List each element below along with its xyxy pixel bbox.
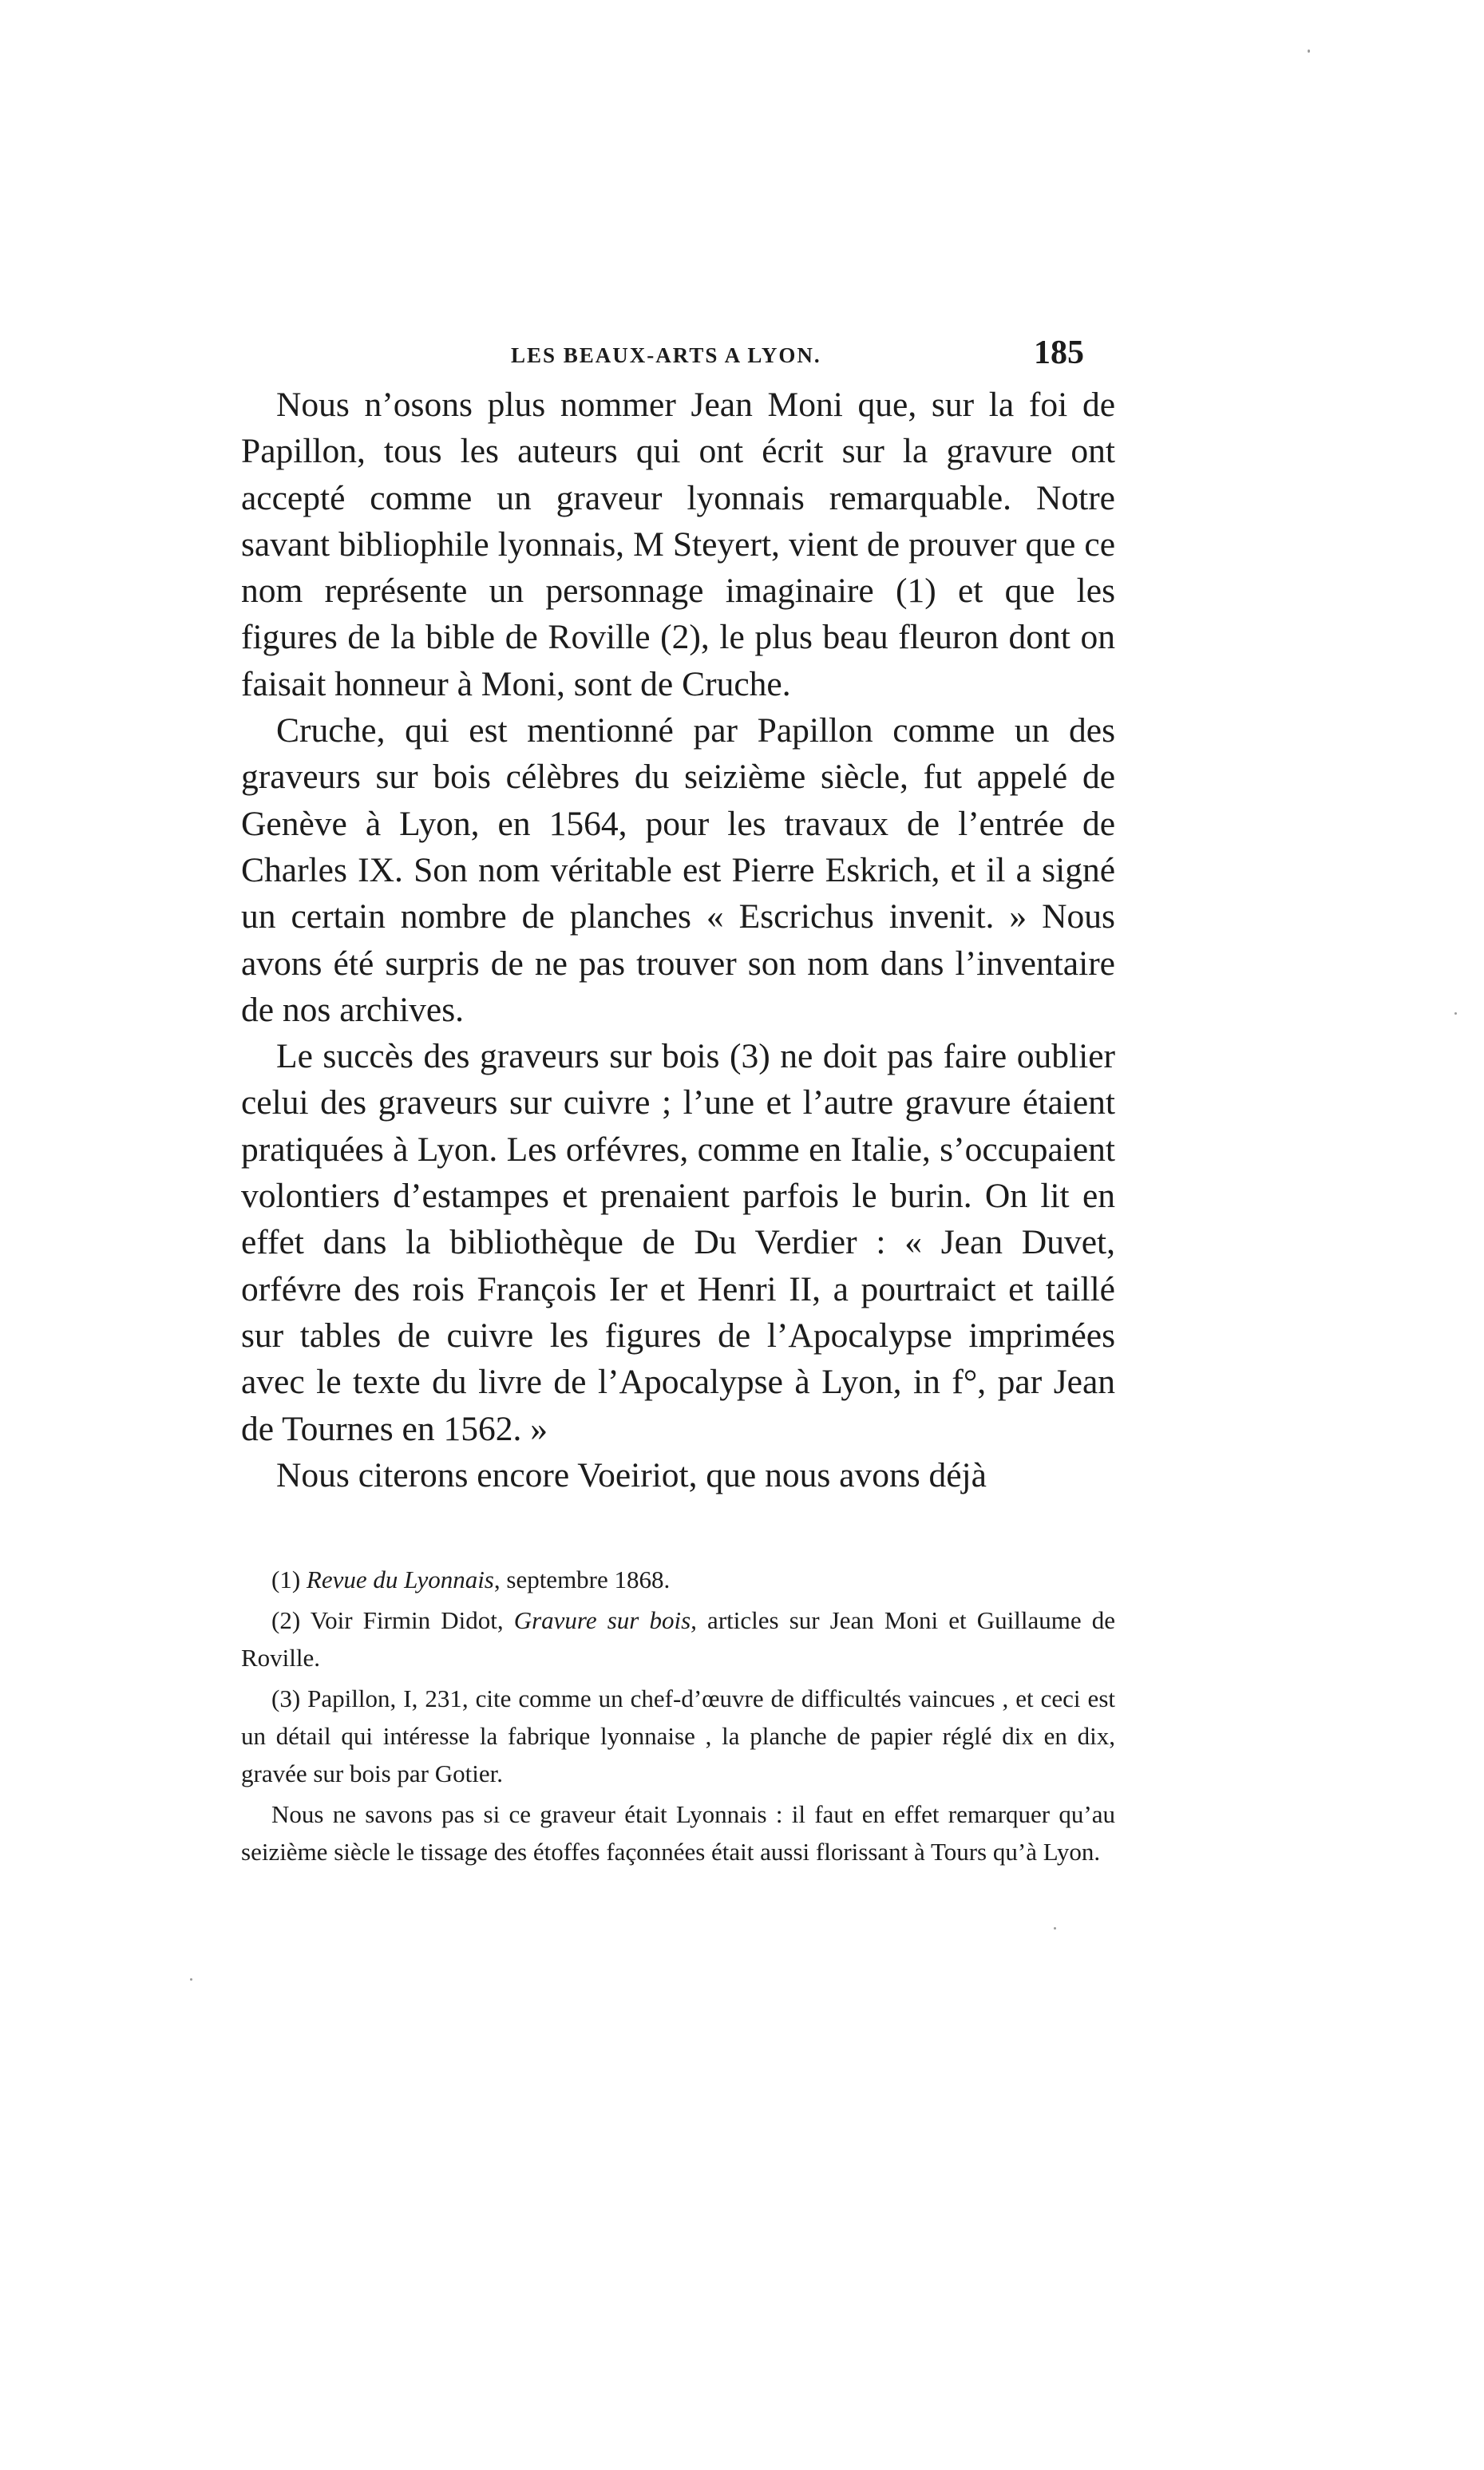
footnote-2-marker: (2) Voir Firmin Didot, [271,1606,514,1634]
paper-speck [1308,49,1310,53]
footnotes [241,1561,1115,1870]
paragraph-graveurs: Le succès des graveurs sur bois (3) ne doit pas faire oublier celui des graveurs sur cuivre ; l’une et l’autre gravure étaient pratiquées à Lyon. Les orfévres, comme en Italie, s’occupaient volontiers d’estampes et prenaient parfois le burin. On lit en effet dans la bibliothèque de Du Verdier : « Jean Duvet, orfévre des rois François Ier et Henri II, a pourtraict et taillé sur tables de cuivre les figures de l’Apocalypse imprimées avec le texte du livre de l’Apocalypse à Lyon, in f°, par Jean de Tournes en 1562. » [241,1037,1115,1448]
paper-speck [190,1978,192,1981]
footnote-2 [241,1601,1115,1676]
paragraph-jean-moni: Nous n’osons plus nommer Jean Moni que, sur la foi de Papillon, tous les auteurs qui ont écrit sur la gravure ont accepté comme un graveur lyonnais remarquable. Notre savant bibliophile lyonnais, M Steyert, vient de prouver que ce nom représente un personnage imaginaire (1) et que les figures de la bible de Roville (2), le plus beau fleuron dont on faisait honneur à Moni, sont de Cruche. [241,386,1115,703]
footnote-3: (3) Papillon, I, 231, cite comme un chef-d’œuvre de difficultés vaincues , et ceci est un détail qui intéresse la fabrique lyonnaise , la planche de papier réglé dix en dix, gravée sur bois par Gotier. [241,1684,1115,1787]
footnote-1-marker: (1) [271,1566,307,1593]
paper-speck [1454,1012,1457,1015]
body-text [241,382,1115,1498]
page-number: 185 [1034,334,1084,371]
running-title: LES BEAUX-ARTS A LYON. [511,343,821,367]
footnote-1 [241,1561,1115,1598]
paragraph-cruche: Cruche, qui est mentionné par Papillon comme un des graveurs sur bois célèbres du seizième siècle, fut appelé de Genève à Lyon, en 1564, pour les travaux de l’entrée de Charles IX. Son nom véritable est Pierre Eskrich, et il a signé un certain nombre de planches « Escrichus invenit. » Nous avons été surpris de ne pas trouver son nom dans l’inventaire de nos archives. [241,711,1115,1029]
running-head [239,334,1118,382]
footnote-1-source: Revue du Lyonnais [306,1566,494,1593]
paper-speck [1054,1927,1056,1930]
paragraph-voeiriot: Nous citerons encore Voeiriot, que nous avons déjà [276,1455,987,1494]
footnote-4: Nous ne savons pas si ce graveur était Lyonnais : il faut en effet remarquer qu’au seizième siècle le tissage des étoffes façonnées était aussi florissant à Tours qu’à Lyon. [241,1800,1115,1866]
footnote-2-source: Gravure sur bois, [513,1606,697,1634]
footnote-1-text: , septembre 1868. [493,1566,671,1593]
footnote-2-text: articles sur Jean Moni et Guillaume de Roville. [241,1606,1115,1672]
